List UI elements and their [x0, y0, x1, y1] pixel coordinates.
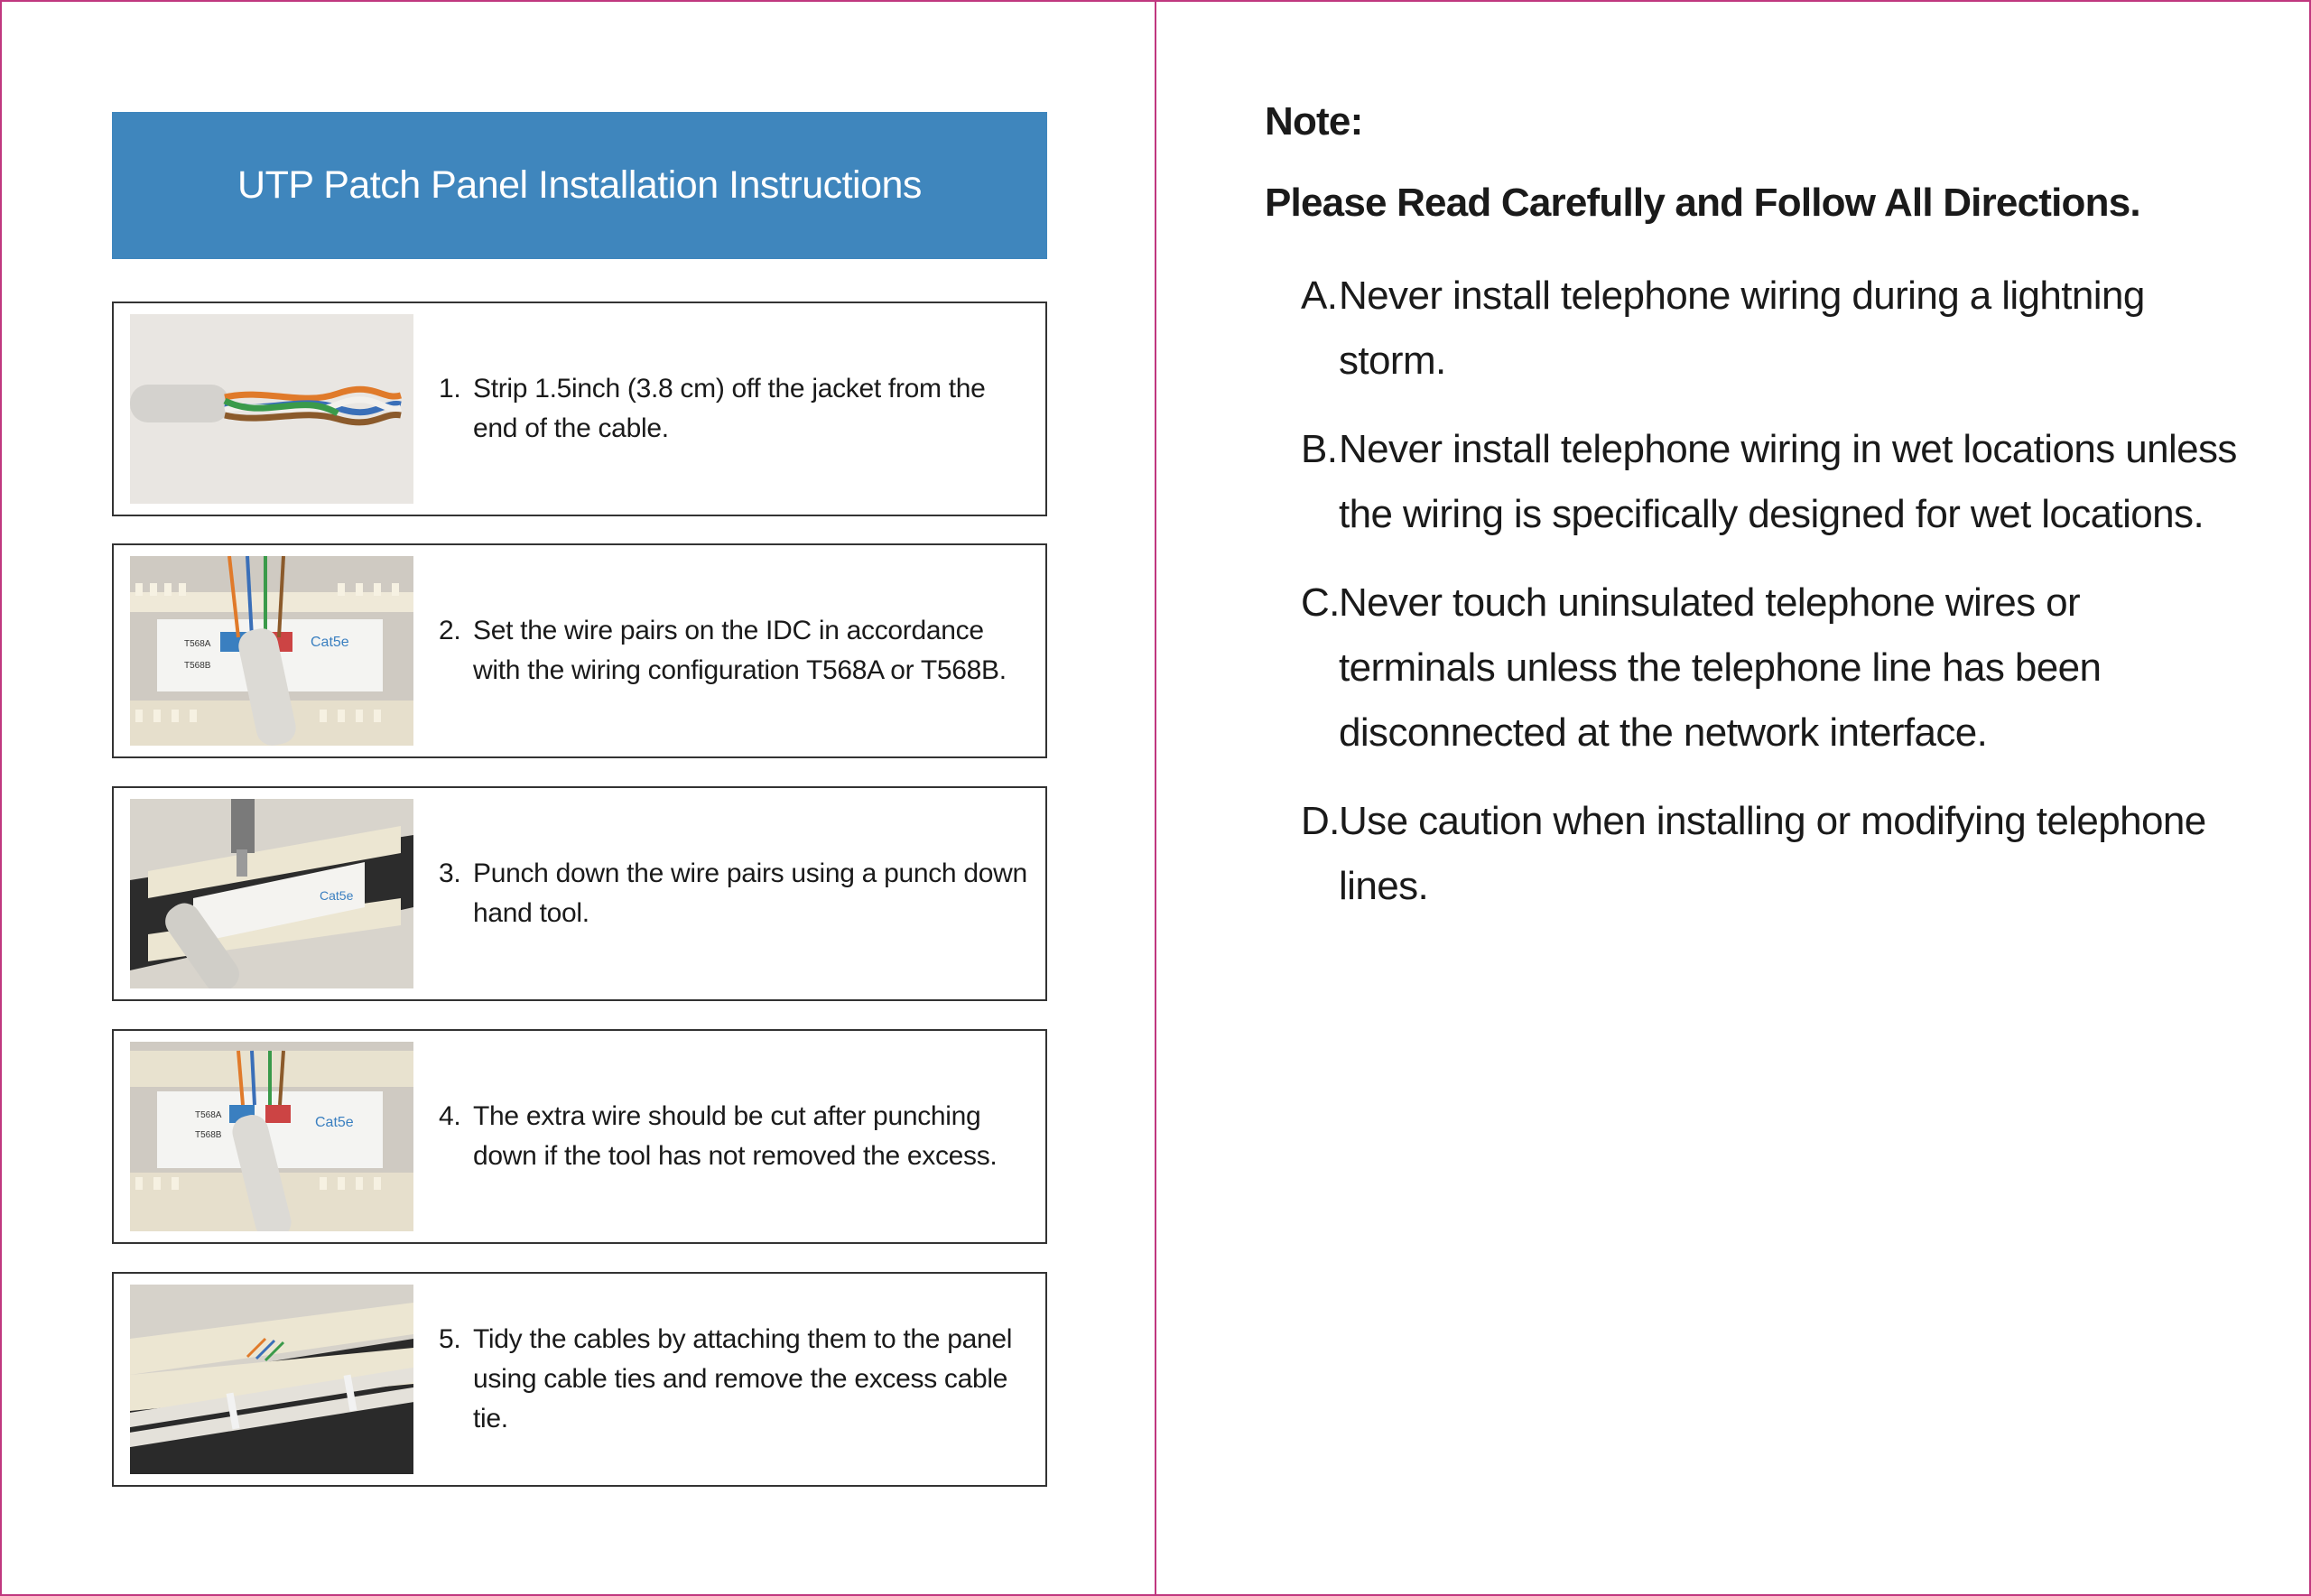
rule-c — [1301, 571, 2240, 766]
cat5e-label: Cat5e — [315, 1115, 354, 1130]
punch-down-tool-photo — [130, 799, 413, 988]
step-3-text — [439, 854, 1029, 933]
step-4-number: 4. — [439, 1101, 461, 1131]
step-5-text — [439, 1320, 1029, 1439]
step-2-description: Set the wire pairs on the IDC in accordance with the wiring configuration T568A or T568B. — [473, 616, 1007, 685]
note-subtitle: Please Read Carefully and Follow All Directions. — [1265, 181, 2140, 225]
rule-d-letter: D. — [1301, 799, 1340, 843]
title-banner — [112, 112, 1047, 259]
note-title: Note: — [1265, 99, 1363, 144]
cat5e-label: Cat5e — [320, 888, 354, 903]
rule-a-text: Never install telephone wiring during a lightning storm. — [1339, 274, 2145, 383]
step-3-description: Punch down the wire pairs using a punch down hand tool. — [473, 858, 1027, 928]
t568b-label: T568B — [195, 1130, 222, 1140]
cut-extra-wire-photo — [130, 1042, 413, 1231]
step-2-number: 2. — [439, 616, 461, 645]
cable-ties-photo — [130, 1285, 413, 1474]
rule-a — [1301, 264, 2240, 394]
safety-rules-list — [1301, 264, 2240, 942]
step-4-box — [112, 1029, 1047, 1244]
rule-b — [1301, 417, 2240, 547]
page-title: UTP Patch Panel Installation Instructions — [237, 163, 922, 207]
t568a-label: T568A — [195, 1110, 222, 1120]
step-5-box — [112, 1272, 1047, 1487]
step-3-number: 3. — [439, 858, 461, 888]
rule-c-letter: C. — [1301, 580, 1340, 625]
rule-b-letter: B. — [1301, 427, 1338, 471]
rule-a-letter: A. — [1301, 274, 1338, 318]
step-5-number: 5. — [439, 1324, 461, 1354]
rule-d-text: Use caution when installing or modifying telephone lines. — [1339, 799, 2206, 908]
wire-pairs-on-idc-photo — [130, 556, 413, 746]
step-1-number: 1. — [439, 374, 461, 404]
step-4-description: The extra wire should be cut after punching down if the tool has not removed the excess. — [473, 1101, 998, 1171]
t568b-label: T568B — [184, 661, 211, 671]
step-2-box — [112, 543, 1047, 758]
rule-b-text: Never install telephone wiring in wet locations unless the wiring is specifically designed for wet locations. — [1339, 427, 2237, 536]
stripped-cable-photo — [130, 314, 413, 504]
step-4-text — [439, 1097, 1029, 1176]
step-1-description: Strip 1.5inch (3.8 cm) off the jacket from the end of the cable. — [473, 374, 986, 443]
right-page — [1155, 0, 2311, 1596]
step-5-description: Tidy the cables by attaching them to the panel using cable ties and remove the excess cable tie. — [473, 1324, 1013, 1434]
rule-c-text: Never touch uninsulated telephone wires or terminals unless the telephone line has been disconnected at the network interface. — [1339, 580, 2102, 755]
rule-d — [1301, 789, 2240, 919]
step-1-box — [112, 302, 1047, 516]
step-2-text — [439, 611, 1029, 691]
t568a-label: T568A — [184, 639, 211, 649]
step-1-text — [439, 369, 1029, 449]
cat5e-label: Cat5e — [311, 635, 349, 650]
step-3-box — [112, 786, 1047, 1001]
